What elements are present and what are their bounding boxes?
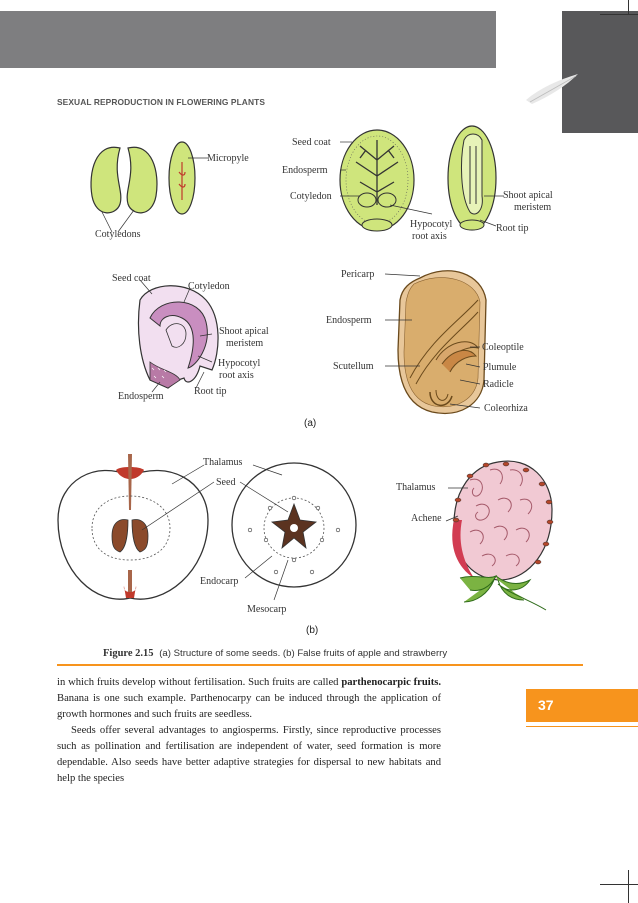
label-shoot-apical: Shoot apical bbox=[503, 190, 553, 201]
page-number-rule bbox=[526, 726, 638, 727]
paragraph-text: in which fruits develop without fertilisation. Such fruits are called bbox=[57, 677, 342, 688]
apple-longitudinal-illustration bbox=[58, 454, 214, 599]
label-pericarp: Pericarp bbox=[341, 269, 375, 280]
curved-embryo-illustration bbox=[138, 280, 218, 392]
label-hypocotyl-2: Hypocotyl bbox=[218, 358, 261, 369]
embryo-side-illustration bbox=[448, 126, 504, 230]
label-micropyle: Micropyle bbox=[207, 153, 249, 164]
label-achene: Achene bbox=[411, 513, 442, 524]
label-endocarp: Endocarp bbox=[200, 576, 239, 587]
label-scutellum: Scutellum bbox=[333, 361, 374, 372]
apple-transverse-illustration bbox=[232, 463, 356, 600]
label-coleoptile: Coleoptile bbox=[482, 342, 524, 353]
term-parthenocarpic: parthenocarpic fruits. bbox=[341, 677, 441, 688]
label-cotyledon-2: Cotyledon bbox=[188, 281, 230, 292]
paragraph-text: Banana is one such example. Parthenocarpy can be induced through the application of growth hormones and such fruits are seedless. bbox=[57, 693, 441, 720]
maize-grain-illustration bbox=[385, 271, 486, 414]
body-text bbox=[57, 675, 441, 787]
bean-seed-illustration bbox=[91, 142, 208, 232]
label-thalamus-2: Thalamus bbox=[396, 482, 436, 493]
label-seed-coat: Seed coat bbox=[292, 137, 331, 148]
figure-caption bbox=[103, 648, 447, 659]
label-cotyledon: Cotyledon bbox=[290, 191, 332, 202]
label-root-tip: Root tip bbox=[496, 223, 529, 234]
label-radicle: Radicle bbox=[483, 379, 514, 390]
strawberry-illustration bbox=[446, 461, 553, 610]
label-shoot-apical-2: Shoot apical bbox=[219, 326, 269, 337]
paragraph bbox=[57, 675, 441, 723]
running-head: SEXUAL REPRODUCTION IN FLOWERING PLANTS bbox=[57, 97, 266, 107]
figure-part-a-label: (a) bbox=[304, 418, 317, 429]
label-mesocarp: Mesocarp bbox=[247, 604, 287, 615]
figure-caption-text: (a) Structure of some seeds. (b) False fruits of apple and strawberry bbox=[159, 648, 448, 659]
label-root-tip-2: Root tip bbox=[194, 386, 227, 397]
label-seed-coat-2: Seed coat bbox=[112, 273, 151, 284]
label-meristem: meristem bbox=[514, 202, 552, 213]
crop-mark bbox=[628, 870, 629, 903]
label-plumule: Plumule bbox=[483, 362, 517, 373]
label-coleorhiza: Coleorhiza bbox=[484, 403, 528, 414]
label-root-axis: root axis bbox=[412, 231, 447, 242]
label-endosperm-3: Endosperm bbox=[326, 315, 372, 326]
castor-seed-illustration bbox=[340, 130, 432, 231]
figure-part-b-label: (b) bbox=[306, 625, 319, 636]
label-root-axis-2: root axis bbox=[219, 370, 254, 381]
crop-mark bbox=[600, 884, 638, 885]
label-endosperm: Endosperm bbox=[282, 165, 328, 176]
figure-number: Figure 2.15 bbox=[103, 648, 154, 659]
label-meristem-2: meristem bbox=[226, 338, 264, 349]
label-thalamus: Thalamus bbox=[203, 457, 243, 468]
label-hypocotyl: Hypocotyl bbox=[410, 219, 453, 230]
page-number: 37 bbox=[538, 697, 554, 713]
label-seed: Seed bbox=[216, 477, 236, 488]
label-endosperm-2: Endosperm bbox=[118, 391, 164, 402]
label-cotyledons: Cotyledons bbox=[95, 229, 141, 240]
caption-divider bbox=[57, 664, 583, 666]
paragraph: Seeds offer several advantages to angiosperms. Firstly, since reproductive processes such as pollination and fertilisation are independent of water, seed formation is more dependable. Also seeds have better adaptive strategies for dispersal to new habitats and help the species bbox=[57, 725, 441, 784]
